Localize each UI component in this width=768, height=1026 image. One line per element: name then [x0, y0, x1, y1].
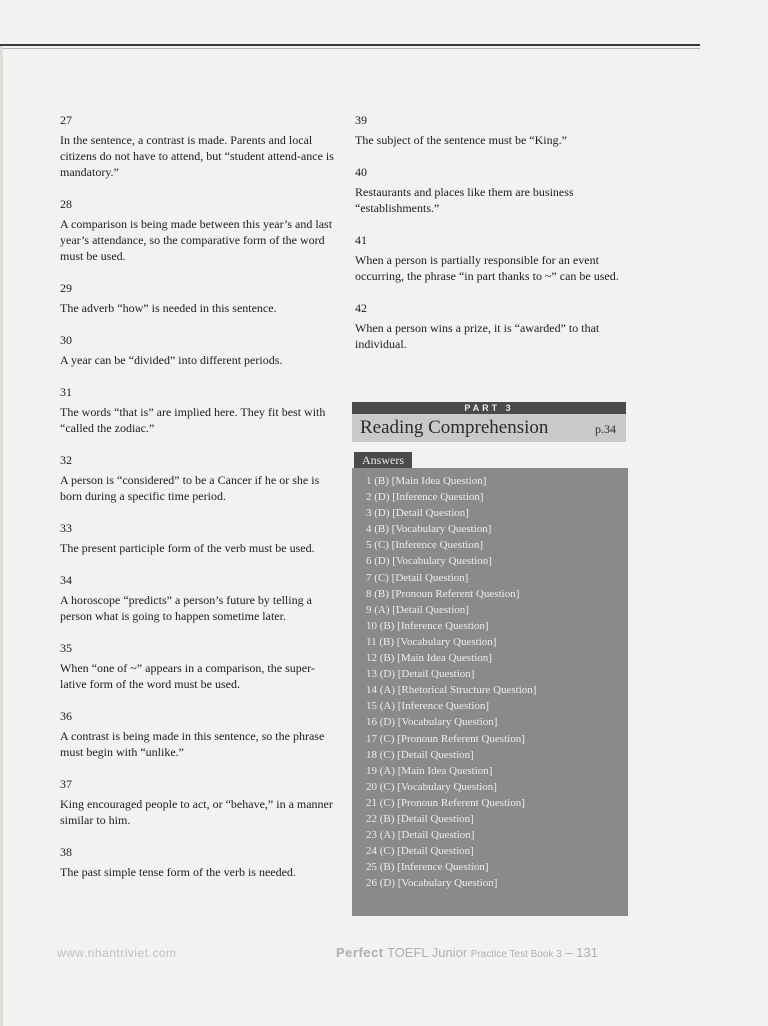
answer-explanation — [60, 112, 340, 180]
explanation-text: The past simple tense form of the verb is needed. — [60, 865, 296, 879]
question-number: 34 — [60, 573, 72, 587]
explanation-text: A contrast is being made in this sentence, so the phrase must begin with “unlike.” — [60, 729, 325, 759]
question-number: 31 — [60, 385, 72, 399]
top-rule-thin — [0, 48, 700, 49]
answer-key-item: 14 (A) [Rhetorical Structure Question] — [366, 684, 537, 697]
answer-explanation — [60, 280, 340, 316]
explanation-text: When “one of ~” appears in a comparison, the super-lative form of the word must be used. — [60, 661, 315, 691]
answer-explanation — [60, 520, 340, 556]
answer-explanation — [60, 332, 340, 368]
answer-key-item: 11 (B) [Vocabulary Question] — [366, 635, 497, 648]
answer-key-item: 15 (A) [Inference Question] — [366, 700, 490, 713]
explanation-text: A person is “considered” to be a Cancer if he or she is born during a specific time period. — [60, 473, 320, 503]
answer-explanation — [355, 164, 625, 216]
answer-key-item: 21 (C) [Pronoun Referent Question] — [366, 796, 525, 809]
answer-key-item: 2 (D) [Inference Question] — [366, 491, 484, 504]
footer-book-info: Perfect TOEFL Junior Practice Test Book 3 – 131 — [336, 945, 598, 960]
answers-list — [366, 473, 616, 891]
question-number: 33 — [60, 521, 72, 535]
answer-explanation — [355, 112, 625, 148]
footer-series: TOEFL Junior — [386, 945, 468, 960]
answer-key-item: 25 (B) [Inference Question] — [366, 861, 489, 874]
answer-explanation — [60, 384, 340, 436]
answer-key-item: 5 (C) [Inference Question] — [366, 539, 483, 552]
question-number: 35 — [60, 641, 72, 655]
answer-key-item: 6 (D) [Vocabulary Question] — [366, 555, 492, 568]
question-number: 38 — [60, 845, 72, 859]
left-column — [60, 112, 340, 896]
answers-label: Answers — [354, 452, 412, 468]
explanation-text: In the sentence, a contrast is made. Parents and local citizens do not have to attend, but “student attend-ance is mandatory.” — [60, 133, 334, 179]
answer-explanation — [60, 640, 340, 692]
footer-brand: Perfect — [336, 945, 384, 960]
answer-key-item: 8 (B) [Pronoun Referent Question] — [366, 587, 520, 600]
answer-key-item: 16 (D) [Vocabulary Question] — [366, 716, 498, 729]
question-number: 36 — [60, 709, 72, 723]
answer-explanation — [60, 708, 340, 760]
explanation-text: The words “that is” are implied here. They fit best with “called the zodiac.” — [60, 405, 326, 435]
answer-key-item: 23 (A) [Detail Question] — [366, 829, 475, 842]
page-left-edge — [0, 46, 3, 1026]
answer-key-item: 10 (B) [Inference Question] — [366, 619, 489, 632]
answer-explanation — [60, 196, 340, 264]
answer-key-item: 4 (B) [Vocabulary Question] — [366, 523, 492, 536]
footer-book: Practice Test Book 3 — [470, 949, 562, 960]
answer-explanation — [60, 572, 340, 624]
question-number: 28 — [60, 197, 72, 211]
answer-key-item: 19 (A) [Main Idea Question] — [366, 764, 493, 777]
answer-key-item: 26 (D) [Vocabulary Question] — [366, 877, 498, 890]
answer-explanation — [60, 452, 340, 504]
answer-explanation — [355, 300, 625, 352]
top-rule — [0, 44, 700, 46]
explanation-text: A horoscope “predicts” a person’s future by telling a person what is going to happen sometime later. — [60, 593, 312, 623]
answer-key-item: 20 (C) [Vocabulary Question] — [366, 780, 497, 793]
explanation-text: A year can be “divided” into different periods. — [60, 353, 283, 367]
explanation-text: King encouraged people to act, or “behave,” in a manner similar to him. — [60, 797, 333, 827]
question-number: 30 — [60, 333, 72, 347]
explanation-text: A comparison is being made between this year’s and last year’s attendance, so the comparative form of the word must be used. — [60, 217, 333, 263]
question-number: 27 — [60, 113, 72, 127]
answer-explanation — [355, 232, 625, 284]
explanation-text: The adverb “how” is needed in this sentence. — [60, 301, 277, 315]
part-header — [352, 402, 626, 442]
question-number: 37 — [60, 777, 72, 791]
question-number: 40 — [355, 165, 367, 179]
question-number: 39 — [355, 113, 367, 127]
part-label: PART 3 — [352, 402, 626, 414]
page-number: 131 — [576, 945, 598, 960]
question-number: 41 — [355, 233, 367, 247]
answer-key-item: 24 (C) [Detail Question] — [366, 845, 474, 858]
answer-key-item: 18 (C) [Detail Question] — [366, 748, 474, 761]
answer-key-item: 13 (D) [Detail Question] — [366, 668, 475, 681]
part-title-bar — [352, 414, 626, 442]
answer-key-item: 7 (C) [Detail Question] — [366, 571, 469, 584]
answer-key-item: 12 (B) [Main Idea Question] — [366, 652, 492, 665]
question-number: 42 — [355, 301, 367, 315]
section-title: Reading Comprehension — [360, 417, 549, 438]
footer-website: www.nhantriviet.com — [57, 946, 177, 960]
explanation-text: When a person is partially responsible for an event occurring, the phrase “in part thanks to ~” can be used. — [355, 253, 619, 283]
right-column — [355, 112, 625, 368]
explanation-text: The subject of the sentence must be “King.” — [355, 133, 567, 147]
answer-key-item: 22 (B) [Detail Question] — [366, 812, 474, 825]
answer-key-item: 1 (B) [Main Idea Question] — [366, 475, 487, 487]
explanation-text: The present participle form of the verb must be used. — [60, 541, 315, 555]
explanation-text: Restaurants and places like them are business “establishments.” — [355, 185, 574, 215]
answer-key-item: 17 (C) [Pronoun Referent Question] — [366, 732, 525, 745]
question-number: 29 — [60, 281, 72, 295]
answer-key-item: 3 (D) [Detail Question] — [366, 507, 469, 520]
section-page-ref: p.34 — [595, 422, 616, 436]
question-number: 32 — [60, 453, 72, 467]
explanation-text: When a person wins a prize, it is “awarded” to that individual. — [355, 321, 600, 351]
answer-explanation — [60, 844, 340, 880]
answer-explanation — [60, 776, 340, 828]
answer-key-item: 9 (A) [Detail Question] — [366, 603, 469, 616]
